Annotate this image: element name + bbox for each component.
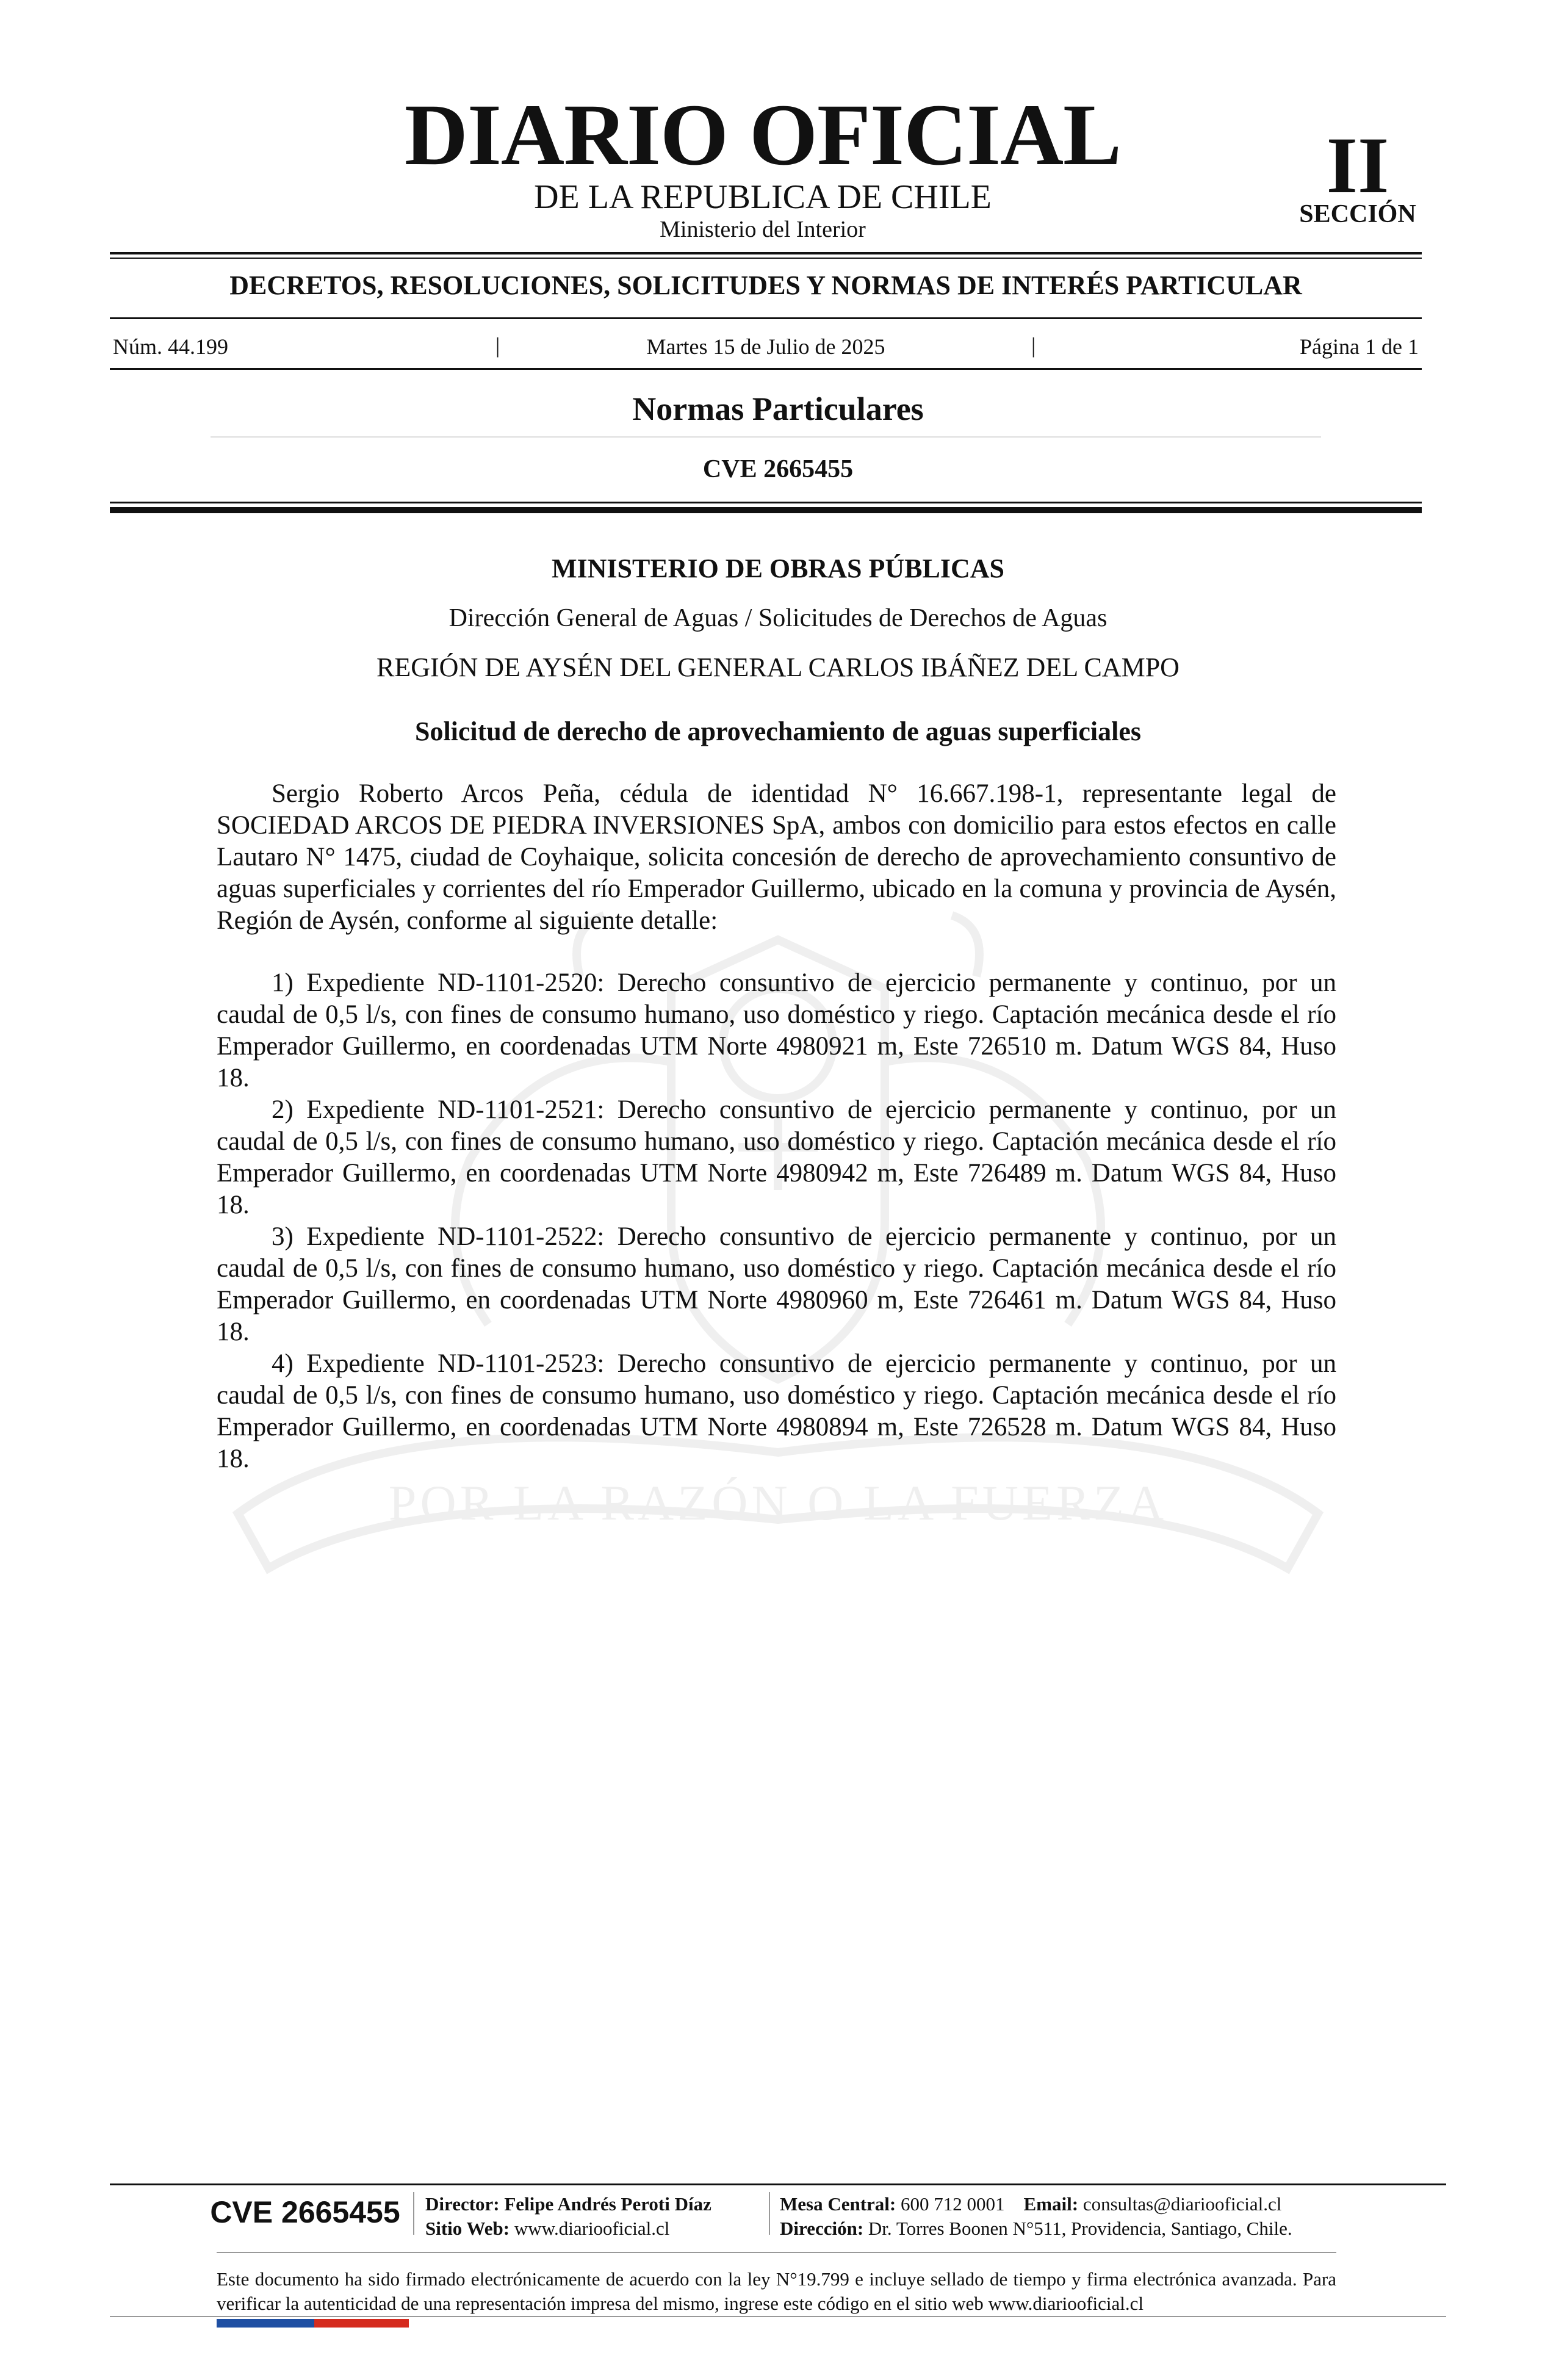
issue-date: Martes 15 de Julio de 2025 — [646, 334, 885, 359]
masthead-subtitle: DE LA REPUBLICA DE CHILE — [534, 178, 992, 216]
director-name: Felipe Andrés Peroti Díaz — [504, 2193, 711, 2215]
document-title: Solicitud de derecho de aprovechamiento de aguas superficiales — [414, 716, 1142, 746]
footer-divider — [413, 2192, 414, 2235]
header-rule-thin — [110, 502, 1422, 503]
issue-number: Núm. 44.199 — [113, 334, 228, 359]
meta-separator: | — [1031, 333, 1036, 358]
masthead-rule-thin — [110, 258, 1422, 259]
masthead-ministry: Ministerio del Interior — [660, 217, 866, 242]
web-url: www.diariooficial.cl — [514, 2218, 670, 2239]
section-number: II — [1326, 120, 1389, 210]
region-heading: REGIÓN DE AYSÉN DEL GENERAL CARLOS IBÁÑEZ DEL CAMPO — [376, 652, 1180, 682]
mesa-phone: 600 712 0001 — [901, 2193, 1005, 2215]
direccion-subheading: Dirección General de Aguas / Solicitudes de Derechos de Aguas — [448, 604, 1108, 632]
cve-code: CVE 2665455 — [702, 455, 854, 483]
meta-separator: | — [495, 333, 500, 358]
footer-rule-middle — [217, 2252, 1336, 2253]
header-rule-thick — [110, 507, 1422, 513]
banner-rule-bottom — [110, 317, 1422, 319]
email-address: consultas@diariooficial.cl — [1082, 2193, 1282, 2215]
section-title: Normas Particulares — [632, 391, 924, 427]
footer-director-block — [425, 2192, 779, 2241]
footer-legal-note: Este documento ha sido firmado electrónicamente de acuerdo con la ley N°19.799 e incluye sellado de tiempo y firma electrónica avanzada. Para verificar la autenticidad de una representación impresa del mismo, ingrese este código en el sitio web www.diariooficial.cl — [217, 2268, 1336, 2314]
flag-stripe-blue — [217, 2319, 314, 2328]
section-label: SECCIÓN — [1299, 200, 1416, 228]
flag-stripe-red — [314, 2319, 409, 2328]
director-label: Director: — [425, 2193, 500, 2215]
list-item: 3) Expediente ND-1101-2522: Derecho consuntivo de ejercicio permanente y continuo, por un caudal de 0,5 l/s, con fines de consumo humano, uso doméstico y riego. Captación mecánica desde el río Emperador Guillermo, en coordenadas UTM Norte 4980960 m, Este 726461 m. Datum WGS 84, Huso 18. — [217, 1222, 1336, 1346]
expediente-list — [217, 967, 1336, 1475]
banner-heading: DECRETOS, RESOLUCIONES, SOLICITUDES Y NORMAS DE INTERÉS PARTICULAR — [229, 270, 1302, 300]
issue-page: Página 1 de 1 — [1300, 334, 1419, 359]
footer-rule-top — [110, 2183, 1446, 2185]
intro-paragraph — [217, 778, 1336, 937]
footer-rule-bottom — [110, 2316, 1446, 2317]
direccion-label: Dirección: — [780, 2218, 864, 2239]
web-label: Sitio Web: — [425, 2218, 510, 2239]
direccion-address: Dr. Torres Boonen N°511, Providencia, Santiago, Chile. — [868, 2218, 1292, 2239]
meta-rule-bottom — [110, 368, 1422, 370]
intro-text: Sergio Roberto Arcos Peña, cédula de identidad N° 16.667.198-1, representante legal de SOCIEDAD ARCOS DE PIEDRA INVERSIONES SpA, ambos con domicilio para estos efectos en calle Lautaro N° 1475, ciudad de Coyhaique, solicita concesión de derecho de aprovechamiento consuntivo de aguas superficiales y corrientes del río Emperador Guillermo, ubicado en la comuna y provincia de Aysén, Región de Aysén, conforme al siguiente detalle: — [217, 779, 1336, 935]
email-label: Email: — [1023, 2193, 1079, 2215]
list-item: 4) Expediente ND-1101-2523: Derecho consuntivo de ejercicio permanente y continuo, por un caudal de 0,5 l/s, con fines de consumo humano, uso doméstico y riego. Captación mecánica desde el río Emperador Guillermo, en coordenadas UTM Norte 4980894 m, Este 726528 m. Datum WGS 84, Huso 18. — [217, 1349, 1336, 1473]
section-title-underline — [211, 436, 1321, 438]
footer-divider — [769, 2192, 770, 2235]
masthead-rule-top — [110, 252, 1422, 254]
footer-cve-code: CVE 2665455 — [210, 2195, 400, 2229]
mesa-label: Mesa Central: — [780, 2193, 896, 2215]
ministry-heading: MINISTERIO DE OBRAS PÚBLICAS — [551, 554, 1005, 583]
list-item: 1) Expediente ND-1101-2520: Derecho consuntivo de ejercicio permanente y continuo, por un caudal de 0,5 l/s, con fines de consumo humano, uso doméstico y riego. Captación mecánica desde el río Emperador Guillermo, en coordenadas UTM Norte 4980921 m, Este 726510 m. Datum WGS 84, Huso 18. — [217, 968, 1336, 1092]
watermark-motto: POR LA RAZÓN O LA FUERZA — [388, 1475, 1168, 1531]
list-item: 2) Expediente ND-1101-2521: Derecho consuntivo de ejercicio permanente y continuo, por un caudal de 0,5 l/s, con fines de consumo humano, uso doméstico y riego. Captación mecánica desde el río Emperador Guillermo, en coordenadas UTM Norte 4980942 m, Este 726489 m. Datum WGS 84, Huso 18. — [217, 1095, 1336, 1219]
masthead-title: DIARIO OFICIAL — [404, 87, 1122, 184]
footer-contact-block — [780, 2192, 1353, 2241]
